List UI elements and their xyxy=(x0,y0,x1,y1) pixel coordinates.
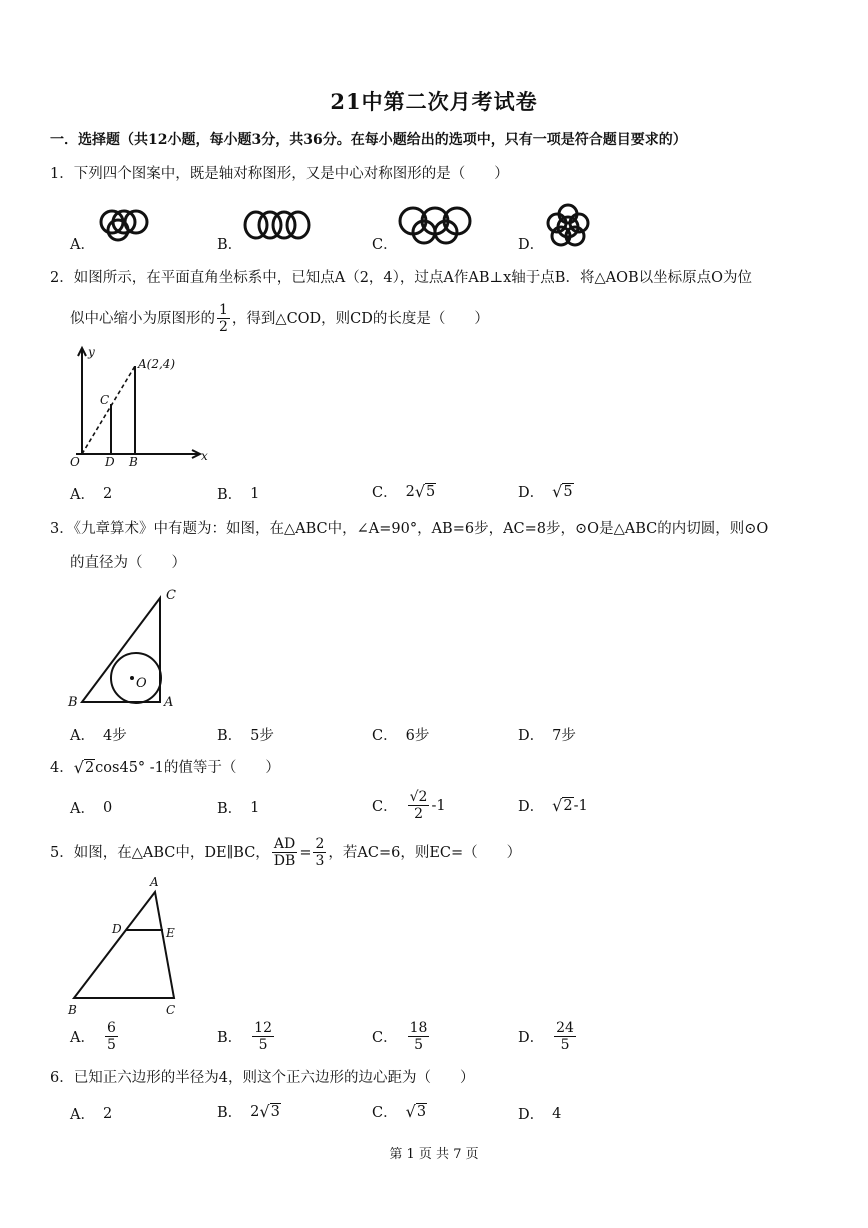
q2-segment-oa xyxy=(82,366,135,454)
q5-option-a-numerator: 6 xyxy=(106,1020,116,1036)
q4-option-a xyxy=(70,797,112,818)
q4-option-d-sqrt xyxy=(552,797,573,815)
q2-label-x: x xyxy=(201,449,208,463)
q3-stem-line1: 3．《九章算术》中有题为：如图，在△ABC中，∠A=90°，AB=6步，AC=8步，⊙O是△ABC的内切圆，则⊙O xyxy=(50,521,769,537)
q4-option-d-tail: -1 xyxy=(573,797,588,814)
q4-option-b-value: 1 xyxy=(250,799,260,816)
q3-option-a xyxy=(70,724,127,745)
q6-option-a-value: 2 xyxy=(102,1105,113,1122)
q3-option-b-value: 5步 xyxy=(250,728,274,744)
q4-option-c-numerator: √2 xyxy=(409,789,428,805)
q2-option-c-radicand: 5 xyxy=(426,483,436,500)
q3-label-c: C xyxy=(166,588,176,603)
q3-label-a: A xyxy=(164,695,174,710)
q5-fraction1-numerator: AD xyxy=(273,836,296,852)
q2-stem-line1: 2．如图所示，在平面直角坐标系中，已知点A（2，4），过点A作AB⊥x轴于点B．将△AOB以坐标原点O为位 xyxy=(50,270,753,286)
q1-option-a-figure xyxy=(92,204,154,244)
q4-option-c-label: C． xyxy=(372,799,398,815)
q4-sqrt xyxy=(74,759,95,777)
q2-stem-line2 xyxy=(70,302,489,335)
q5-option-b-label: B． xyxy=(217,1030,243,1046)
sqrt-sign-icon: √ xyxy=(414,481,426,501)
q4-option-c xyxy=(372,789,446,822)
q5-triangle xyxy=(74,892,174,998)
q1-option-b-figure xyxy=(242,208,314,242)
q4-option-a-label: A． xyxy=(70,801,95,817)
q2-option-b-value: 1 xyxy=(250,485,260,502)
q5-option-d xyxy=(518,1020,578,1053)
q3-option-c-label: C． xyxy=(372,728,398,744)
q4-option-d-expr xyxy=(552,797,588,815)
q5-option-a-label: A． xyxy=(70,1030,95,1046)
q5-option-a xyxy=(70,1020,120,1053)
q1-option-b-label: B． xyxy=(217,237,243,253)
q4-option-c-denominator: 2 xyxy=(414,806,423,822)
q6-option-b xyxy=(217,1101,281,1122)
q2-option-d xyxy=(518,481,574,502)
q5-fraction2-numerator: 2 xyxy=(315,836,325,852)
q6-option-d xyxy=(518,1103,561,1124)
q6-option-a xyxy=(70,1103,112,1124)
q5-option-d-denominator: 5 xyxy=(560,1037,570,1053)
q3-triangle-figure xyxy=(62,582,192,714)
section-heading: 一．选择题（共12小题，每小题3分，共36分。在每小题给出的选项中，只有一项是符合题目要求的） xyxy=(50,132,687,148)
q5-label-b: B xyxy=(68,1003,77,1017)
q5-equals: = xyxy=(299,844,312,861)
q5-option-d-numerator: 24 xyxy=(556,1020,574,1036)
q2-stem-part-a: 似中心缩小为原图形的 xyxy=(70,310,215,327)
q2-option-b xyxy=(217,483,259,504)
q3-option-a-value: 4步 xyxy=(102,728,127,744)
q1-stem: 1．下列四个图案中，既是轴对称图形，又是中心对称图形的是（ ） xyxy=(50,166,509,182)
q3-option-c xyxy=(372,724,429,745)
page-footer: 第 1 页 共 7 页 xyxy=(389,1147,479,1162)
q2-label-c: C xyxy=(100,393,110,407)
q4-option-d-label: D． xyxy=(518,799,545,815)
q2-option-c-coef: 2 xyxy=(405,483,415,500)
q1-option-d-figure xyxy=(544,202,592,250)
q6-option-d-label: D． xyxy=(518,1107,545,1123)
sqrt-sign-icon: √ xyxy=(259,1101,270,1121)
q2-option-a xyxy=(70,483,112,504)
page-title: 21中第二次月考试卷 xyxy=(330,89,538,114)
q2-label-d: D xyxy=(105,455,115,469)
q6-option-c-label: C． xyxy=(372,1105,398,1121)
q2-option-a-value: 2 xyxy=(102,485,113,502)
q4-option-b-label: B． xyxy=(217,801,243,817)
q3-label-o: O xyxy=(136,676,147,691)
q6-option-b-label: B． xyxy=(217,1105,243,1121)
q6-option-b-radicand: 3 xyxy=(270,1103,280,1120)
q5-option-b-denominator: 5 xyxy=(258,1037,268,1053)
q5-label-c: C xyxy=(166,1003,176,1017)
q2-fraction xyxy=(217,302,230,335)
q2-label-a: A(2,4) xyxy=(138,357,176,371)
q2-option-c-sqrt xyxy=(415,483,436,501)
q2-fraction-denominator: 2 xyxy=(219,319,228,335)
q5-option-c xyxy=(372,1020,431,1053)
q4-option-c-expr xyxy=(406,789,446,822)
q4-stem-rest: cos45° -1的值等于（ ） xyxy=(95,760,280,776)
q5-fraction2-denominator: 3 xyxy=(315,853,325,869)
q5-stem-part-a: 5．如图，在△ABC中，DE∥BC， xyxy=(50,844,270,861)
q5-option-a-denominator: 5 xyxy=(106,1037,116,1053)
q1-option-d-label: D． xyxy=(518,237,545,253)
q4-radicand: 2 xyxy=(84,760,95,776)
q5-option-d-fraction xyxy=(554,1020,576,1053)
q3-triangle xyxy=(82,598,160,702)
q5-option-b-fraction xyxy=(252,1020,274,1053)
q5-option-c-denominator: 5 xyxy=(414,1037,423,1053)
q2-label-y: y xyxy=(88,345,95,359)
q5-triangle-figure xyxy=(62,872,192,1020)
q4-number: 4． xyxy=(50,760,74,776)
sqrt-sign-icon: √ xyxy=(73,758,84,777)
q4-option-b xyxy=(217,797,259,818)
q2-stem-part-b: ，得到△COD，则CD的长度是（ ） xyxy=(231,310,489,327)
q6-stem: 6．已知正六边形的半径为4，则这个正六边形的边心距为（ ） xyxy=(50,1070,475,1086)
q6-option-b-sqrt xyxy=(259,1103,280,1121)
q3-stem-line2: 的直径为（ ） xyxy=(70,555,186,571)
sqrt-sign-icon: √ xyxy=(552,481,563,501)
q1-option-c-label: C． xyxy=(372,237,398,253)
q4-option-c-tail: -1 xyxy=(431,797,446,814)
q6-option-b-expr xyxy=(250,1103,281,1121)
q2-coordinate-figure xyxy=(62,342,212,470)
q1-option-a-label: A． xyxy=(70,237,95,253)
sqrt-sign-icon: √ xyxy=(405,1101,416,1121)
q5-label-d: D xyxy=(112,922,122,936)
q2-fraction-numerator: 1 xyxy=(219,302,228,318)
q3-label-b: B xyxy=(68,695,78,710)
q4-option-c-fraction xyxy=(408,789,430,822)
q4-option-a-value: 0 xyxy=(102,799,113,816)
q5-option-c-fraction xyxy=(408,1020,430,1053)
q4-option-d-radicand: 2 xyxy=(563,797,573,814)
q5-fraction1-denominator: DB xyxy=(273,853,296,869)
q6-option-c xyxy=(372,1101,427,1122)
q3-option-d-label: D． xyxy=(518,728,545,744)
q2-option-b-label: B． xyxy=(217,487,243,503)
q3-option-c-value: 6步 xyxy=(405,728,430,744)
q1-option-c-figure xyxy=(395,204,475,246)
q6-option-d-value: 4 xyxy=(552,1105,562,1122)
sqrt-sign-icon: √ xyxy=(552,795,563,815)
q2-label-b: B xyxy=(129,455,138,469)
q5-label-a: A xyxy=(150,875,159,889)
q3-option-d-value: 7步 xyxy=(552,728,576,744)
q3-center-point xyxy=(130,676,134,680)
q5-fraction-ad-db xyxy=(272,836,298,869)
q3-option-b xyxy=(217,724,274,745)
q5-option-d-label: D． xyxy=(518,1030,545,1046)
q6-option-a-label: A． xyxy=(70,1107,95,1123)
q4-option-d xyxy=(518,795,588,816)
q3-option-a-label: A． xyxy=(70,728,95,744)
q2-option-c-expr xyxy=(406,483,437,501)
q2-option-d-sqrt xyxy=(552,483,573,501)
q3-option-b-label: B． xyxy=(217,728,243,744)
q3-option-d xyxy=(518,724,576,745)
q2-option-a-label: A． xyxy=(70,487,95,503)
q5-option-a-fraction xyxy=(105,1020,118,1053)
q2-option-d-radicand: 5 xyxy=(563,483,573,500)
q5-label-e: E xyxy=(166,926,175,940)
q5-option-b-numerator: 12 xyxy=(254,1020,272,1036)
q5-option-c-label: C． xyxy=(372,1030,398,1046)
q2-option-c-label: C． xyxy=(372,485,398,501)
q5-stem xyxy=(50,836,521,869)
q6-option-c-radicand: 3 xyxy=(416,1103,427,1120)
q5-option-b xyxy=(217,1020,276,1053)
q5-stem-part-b: ，若AC=6，则EC=（ ） xyxy=(328,844,522,861)
q2-label-o: O xyxy=(70,455,80,469)
q6-option-b-coef: 2 xyxy=(250,1103,260,1120)
q4-stem xyxy=(50,757,280,779)
q2-option-c xyxy=(372,481,436,502)
q5-fraction-ratio xyxy=(313,836,326,869)
q5-option-c-numerator: 18 xyxy=(409,1020,428,1036)
q6-option-c-sqrt xyxy=(406,1103,427,1121)
q2-option-d-label: D． xyxy=(518,485,545,501)
